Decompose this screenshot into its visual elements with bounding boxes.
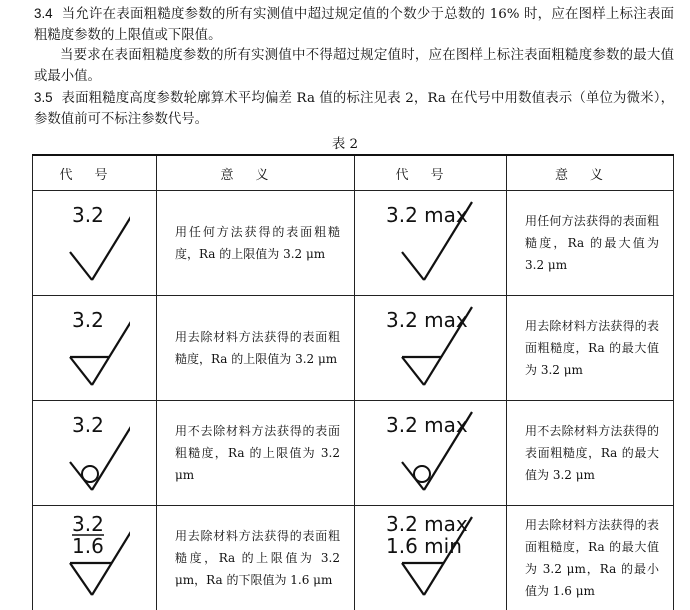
roughness-upper-value: 3.2 max <box>386 203 468 227</box>
roughness-symbol-any <box>60 198 130 284</box>
meaning-cell-left: 用不去除材料方法获得的表面粗糙度，Ra 的上限值为 3.2 μm <box>157 401 355 506</box>
meaning-cell-left: 用去除材料方法获得的表面粗糙度，Ra 的上限值为 3.2 μm <box>157 296 355 401</box>
roughness-upper-value: 3.2 <box>72 513 104 536</box>
paragraph-3-5 <box>34 87 674 130</box>
symbol-cell-left <box>33 401 157 506</box>
symbol-cell-right <box>355 296 507 401</box>
paragraph-3-4-continued: 当要求在表面粗糙度参数的所有实测值中不得超过规定值时，应在图样上标注表面粗糙度参数的最大值或最小值。 <box>34 45 674 87</box>
table-row <box>33 191 674 296</box>
roughness-upper-value: 3.2 max <box>386 513 468 536</box>
roughness-table <box>32 154 674 610</box>
roughness-symbol-removal <box>60 513 130 599</box>
roughness-upper-value: 3.2 <box>72 203 104 227</box>
table-header-row <box>33 155 674 191</box>
symbol-cell-left <box>33 191 157 296</box>
paragraph-text: 当允许在表面粗糙度参数的所有实测值中超过规定值的个数少于总数的 16% 时，应在图样上标注表面粗糙度参数的上限值或下限值。 <box>34 7 674 43</box>
roughness-symbol-any <box>376 198 486 284</box>
roughness-lower-value: 1.6 min <box>386 534 462 558</box>
table-caption: 表 2 <box>0 133 690 152</box>
roughness-upper-value: 3.2 <box>72 413 104 437</box>
roughness-symbol-removal <box>60 303 130 389</box>
roughness-symbol-removal <box>376 513 486 599</box>
paragraph-text: 表面粗糙度高度参数轮廓算术平均偏差 Ra 值的标注见表 2，Ra 在代号中用数值表示（单位为微米），参数值前可不标注参数代号。 <box>34 91 674 127</box>
roughness-symbol-removal <box>376 303 486 389</box>
table-row <box>33 506 674 610</box>
symbol-cell-right <box>355 401 507 506</box>
meaning-cell-right: 用去除材料方法获得的表面粗糙度，Ra 的最大值为 3.2 μm <box>507 296 674 401</box>
header-code-right: 代号 <box>355 155 507 191</box>
header-code-left: 代号 <box>33 155 157 191</box>
roughness-symbol-no-removal <box>60 408 130 494</box>
meaning-cell-left: 用任何方法获得的表面粗糙度，Ra 的上限值为 3.2 μm <box>157 191 355 296</box>
meaning-cell-right: 用任何方法获得的表面粗糙度，Ra 的最大值为 3.2 μm <box>507 191 674 296</box>
roughness-symbol-no-removal <box>376 408 486 494</box>
symbol-cell-right <box>355 191 507 296</box>
roughness-upper-value: 3.2 max <box>386 308 468 332</box>
meaning-cell-left: 用去除材料方法获得的表面粗糙度，Ra 的上限值为 3.2 μm，Ra 的下限值为 1.6 μm <box>157 506 355 610</box>
symbol-cell-left <box>33 506 157 610</box>
paragraph-3-4 <box>34 3 674 46</box>
header-meaning-right: 意义 <box>507 155 674 191</box>
meaning-cell-right: 用不去除材料方法获得的表面粗糙度，Ra 的最大值为 3.2 μm <box>507 401 674 506</box>
meaning-cell-right: 用去除材料方法获得的表面粗糙度，Ra 的最大值为 3.2 μm，Ra 的最小值为 1.6 μm <box>507 506 674 610</box>
header-meaning-left: 意义 <box>157 155 355 191</box>
section-number: 3.4 <box>34 6 53 21</box>
symbol-cell-right <box>355 506 507 610</box>
section-number: 3.5 <box>34 90 53 105</box>
table-row <box>33 401 674 506</box>
roughness-upper-value: 3.2 max <box>386 413 468 437</box>
symbol-cell-left <box>33 296 157 401</box>
roughness-upper-value: 3.2 <box>72 308 104 332</box>
roughness-lower-value: 1.6 <box>72 534 104 558</box>
table-row <box>33 296 674 401</box>
